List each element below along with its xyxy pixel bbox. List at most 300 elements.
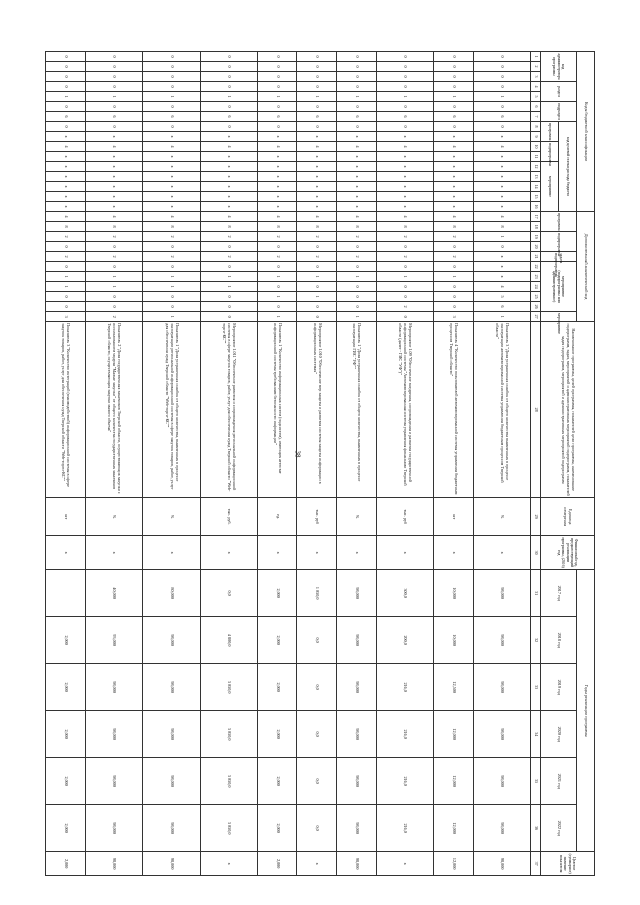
code-cell: 0	[85, 82, 142, 92]
code-cell: 0	[85, 102, 142, 112]
code-cell: 0	[143, 122, 200, 132]
code-cell: 0	[85, 262, 142, 272]
code-cell: 0	[257, 262, 297, 272]
code-cell: 0	[337, 282, 377, 292]
code-group-header: Коды бюджетной классификации	[577, 52, 595, 212]
code-cell: 3	[434, 312, 474, 322]
code-cell: 0	[297, 302, 337, 312]
code-cell: х	[337, 152, 377, 162]
column-number: 10	[531, 142, 541, 152]
column-number: 17	[531, 212, 541, 222]
code-cell: 0	[473, 82, 530, 92]
code-cell: х	[376, 182, 433, 192]
code-cell: 0	[376, 62, 433, 72]
year-value-cell: 200,0	[376, 617, 433, 664]
column-number: 12	[531, 162, 541, 172]
code-cell: 0	[143, 292, 200, 302]
code-cell: 1	[85, 272, 142, 282]
code-cell: х	[473, 192, 530, 202]
code-cell: 0	[297, 62, 337, 72]
code-cell: 0	[473, 102, 530, 112]
code-cell: 0	[200, 72, 257, 82]
code-cell: 4	[46, 142, 86, 152]
code-cell: 0	[337, 72, 377, 82]
code-cell: х	[297, 152, 337, 162]
code-cell: 0	[297, 52, 337, 62]
unit-header: Единица измерения	[541, 498, 595, 536]
code-cell: 0	[473, 52, 530, 62]
code-cell: х	[337, 202, 377, 212]
code-cell: х	[143, 132, 200, 142]
code-cell: 0	[434, 102, 474, 112]
code-cell: 0	[473, 122, 530, 132]
table-row	[257, 52, 297, 876]
code-cell: 1	[143, 282, 200, 292]
code-cell: х	[376, 162, 433, 172]
target-cell: 98,000	[473, 852, 530, 876]
year-value-cell: 12,000	[434, 758, 474, 805]
column-number: 19	[531, 232, 541, 242]
code-cell: х	[297, 202, 337, 212]
code-cell: х	[297, 182, 337, 192]
years-group-header: Годы реализации программы	[577, 570, 595, 852]
code-cell: 0	[337, 122, 377, 132]
code-cell: х	[200, 152, 257, 162]
code-cell: х	[85, 182, 142, 192]
code-cell: 0	[337, 292, 377, 302]
code-cell: 0	[200, 242, 257, 252]
code-cell: 0	[376, 52, 433, 62]
table-row	[376, 52, 433, 876]
column-number: 5	[531, 92, 541, 102]
column-number: 33	[531, 664, 541, 711]
task-header: задача подпрограммы	[541, 252, 577, 262]
program-header: программа	[541, 212, 577, 232]
code-cell: 6	[143, 112, 200, 122]
unit-cell: %	[337, 498, 377, 536]
code-cell: 0	[297, 242, 337, 252]
target-cell: 2,000	[46, 852, 86, 876]
row-name: Мероприятие 1.09 "Обеспечение внедрения, сопровождения и развития государственной информационной системы "Автоматизированная система управления финансами Тверской области (далее - ГИС "УФ")"	[376, 322, 433, 498]
code-cell: х	[200, 182, 257, 192]
year-value-cell: 98,000	[85, 758, 142, 805]
code-cell: х	[376, 192, 433, 202]
code-cell: 1	[257, 292, 297, 302]
column-number: 36	[531, 805, 541, 852]
code-cell: 0	[85, 302, 142, 312]
column-number: 32	[531, 617, 541, 664]
code-cell: х	[200, 202, 257, 212]
code-cell: 1	[85, 282, 142, 292]
code-cell: х	[473, 152, 530, 162]
expense-event-header: мероприятие	[541, 162, 559, 212]
row-name: Показатель 1 "Доля устраненных ошибок от общего количества, выявленных в процессе эксплуатации региональной информационной системы в сфере закупок товаров, работ, услуг для обеспечения нужд Тверской области "Web-торги-КС""	[143, 322, 200, 498]
year-value-cell: 98,000	[473, 711, 530, 758]
row-name: Показатель 2 "Доля государственных заказчиков Тверской области, осуществляющих закупки с использованием модуля "Малые закупки" от общего количества государственных заказчиков Тверской области, осуществляющих закупки малого объема"	[85, 322, 142, 498]
code-cell: 0	[376, 122, 433, 132]
code-cell: 0	[85, 72, 142, 82]
code-cell: 2	[85, 232, 142, 242]
code-cell: 4	[85, 142, 142, 152]
column-number: 27	[531, 312, 541, 322]
unit-cell: ед.	[257, 498, 297, 536]
code-cell: 2	[434, 232, 474, 242]
code-cell: 0	[376, 242, 433, 252]
code-cell: 5	[473, 292, 530, 302]
column-number: 15	[531, 192, 541, 202]
year-value-cell: 98,000	[473, 664, 530, 711]
unit-cell: тыс. руб.	[200, 498, 257, 536]
code-cell: х	[143, 162, 200, 172]
fin-year-cell: х	[257, 536, 297, 570]
target-cell: 12,000	[434, 852, 474, 876]
code-cell: 0	[200, 122, 257, 132]
code-cell: х	[434, 152, 474, 162]
code-cell: 0	[337, 52, 377, 62]
year-value-cell: 2,000	[46, 711, 86, 758]
code-cell: 0	[337, 102, 377, 112]
code-cell: 4	[143, 142, 200, 152]
code-cell: 8	[257, 222, 297, 232]
code-cell: 0	[376, 72, 433, 82]
year-header-2018: 2018 год	[541, 617, 577, 664]
code-cell: 1	[143, 272, 200, 282]
event-short-header: мероприятие	[541, 312, 577, 322]
code-cell: 8	[200, 222, 257, 232]
code-cell: 2	[85, 252, 142, 262]
fin-year-cell: х	[143, 536, 200, 570]
code-cell: 0	[297, 262, 337, 272]
code-cell: 4	[473, 142, 530, 152]
code-cell: 0	[143, 72, 200, 82]
code-cell: х	[376, 132, 433, 142]
code-cell: 1	[434, 92, 474, 102]
year-value-cell: 2,000	[257, 617, 297, 664]
table-row	[434, 52, 474, 876]
fin-year-cell: х	[376, 536, 433, 570]
code-cell: 1	[257, 272, 297, 282]
code-cell: х	[257, 152, 297, 162]
code-cell: 0	[473, 72, 530, 82]
code-cell: 4	[257, 142, 297, 152]
table-row	[337, 52, 377, 876]
row-name: Показатель 3 "Доля устраненных ошибок от общего количества выявленных в процессе эксплуатации автоматизированной системы управления бюджетным процессом Тверской области"	[473, 322, 530, 498]
year-value-cell: 10,000	[434, 617, 474, 664]
year-header-2020: 2020 год	[541, 711, 577, 758]
target-cell: 98,000	[143, 852, 200, 876]
code-cell: х	[46, 162, 86, 172]
row-name: Мероприятие 1.010 "Обеспечение мер защиты и развития системы защиты информации в информационных системах"	[297, 322, 337, 498]
code-cell: 1	[337, 92, 377, 102]
year-value-cell: 3 050,0	[200, 711, 257, 758]
column-number: 30	[531, 536, 541, 570]
code-cell: 2	[257, 232, 297, 242]
code-cell: 8	[376, 222, 433, 232]
code-cell: х	[46, 132, 86, 142]
code-cell: 0	[376, 292, 433, 302]
fin-year-cell: х	[473, 536, 530, 570]
code-cell: 0	[143, 52, 200, 62]
year-value-cell: 2,000	[46, 664, 86, 711]
column-number: 34	[531, 711, 541, 758]
code-cell: х	[85, 202, 142, 212]
code-cell: х	[143, 172, 200, 182]
code-cell: 1	[376, 272, 433, 282]
code-cell: 6	[473, 302, 530, 312]
year-value-cell: 2,000	[257, 570, 297, 617]
code-cell: 4	[297, 212, 337, 222]
column-number: 3	[531, 72, 541, 82]
year-value-cell: 216,0	[376, 711, 433, 758]
fin-year-cell: х	[200, 536, 257, 570]
year-value-cell: 0,0	[297, 758, 337, 805]
code-cell: х	[46, 182, 86, 192]
column-number: 24	[531, 282, 541, 292]
code-cell: 0	[297, 82, 337, 92]
code-cell: 4	[297, 142, 337, 152]
table-row	[85, 52, 142, 876]
code-cell: х	[376, 152, 433, 162]
code-cell: х	[257, 192, 297, 202]
code-cell: 0	[85, 122, 142, 132]
code-cell: 4	[434, 142, 474, 152]
column-number: 18	[531, 222, 541, 232]
code-cell: 4	[143, 212, 200, 222]
code-cell: 0	[85, 242, 142, 252]
code-cell: 0	[143, 242, 200, 252]
row-name: Показатель 1 "Доля устраненных ошибок от общего количества, выявленных в процессе эксплуатации ГИС "УФ""	[337, 322, 377, 498]
code-cell: 0	[143, 62, 200, 72]
code-cell: 6	[376, 112, 433, 122]
code-cell: 2	[200, 232, 257, 242]
code-cell: 8	[337, 222, 377, 232]
code-cell: 4	[200, 212, 257, 222]
code-cell: х	[200, 172, 257, 182]
year-value-cell: 216,0	[376, 664, 433, 711]
row-name: Мероприятие 1.011 "Обеспечение развития и сопровождения региональной информационной системы в сфере закупок товаров, работ, услуг для обеспечения нужд Тверской области "Web-торги-КС""	[200, 322, 257, 498]
code-cell: х	[200, 162, 257, 172]
code-cell: 0	[200, 102, 257, 112]
code-cell: 6	[434, 112, 474, 122]
code-cell: 1	[297, 272, 337, 282]
code-cell: х	[85, 162, 142, 172]
code-cell: 2	[143, 232, 200, 242]
code-cell: 0	[46, 62, 86, 72]
code-cell: 2	[85, 312, 142, 322]
fin-year-header: Финансовый год, предшествующий реализации программы, (2016) год	[541, 536, 595, 570]
code-cell: 0	[376, 282, 433, 292]
code-cell: 6	[46, 112, 86, 122]
table-row	[46, 52, 86, 876]
unit-cell: тыс. руб	[376, 498, 433, 536]
code-cell: 0	[46, 52, 86, 62]
section-header: раздел	[541, 82, 577, 102]
unit-cell: шт	[434, 498, 474, 536]
code-cell: х	[85, 192, 142, 202]
code-cell: 0	[376, 102, 433, 112]
year-value-cell: 12,000	[434, 711, 474, 758]
code-cell: 0	[297, 122, 337, 132]
code-cell: 1	[257, 92, 297, 102]
fin-year-cell: х	[434, 536, 474, 570]
code-cell: 0	[200, 312, 257, 322]
code-cell: х	[473, 132, 530, 142]
code-cell: х	[473, 262, 530, 272]
column-number: 13	[531, 172, 541, 182]
code-cell: 0	[434, 302, 474, 312]
code-cell: 8	[434, 222, 474, 232]
code-cell: 0	[200, 302, 257, 312]
target-cell: 98,000	[337, 852, 377, 876]
code-cell: 0	[200, 262, 257, 272]
column-number: 35	[531, 758, 541, 805]
code-cell: 4	[473, 212, 530, 222]
code-cell: 2	[297, 232, 337, 242]
code-cell: 4	[434, 212, 474, 222]
code-cell: х	[473, 162, 530, 172]
code-cell: 0	[46, 242, 86, 252]
code-cell: х	[337, 182, 377, 192]
code-cell: х	[337, 172, 377, 182]
year-value-cell: 2,000	[46, 805, 86, 852]
year-value-cell: 98,000	[337, 711, 377, 758]
row-name: Показатель 3 "Количество интеграций (взаимодействий) информационной системы в сфере закупок товаров, работ, услуг для обеспечения нужд Тверской области "Web-торги-КС""	[46, 322, 86, 498]
code-cell: 4	[337, 212, 377, 222]
year-value-cell: 2,000	[46, 617, 86, 664]
code-cell: 1	[143, 312, 200, 322]
code-cell: 2	[297, 252, 337, 262]
year-value-cell: 2,000	[46, 758, 86, 805]
code-cell: 1	[143, 92, 200, 102]
code-cell: 4	[337, 142, 377, 152]
code-cell: 0	[434, 122, 474, 132]
year-value-cell: 40,000	[85, 570, 142, 617]
unit-cell: %	[143, 498, 200, 536]
year-value-cell: 98,000	[85, 711, 142, 758]
expense-group-header: код целевой статьи расхода бюджета	[559, 122, 577, 212]
code-cell: 0	[257, 62, 297, 72]
code-cell: х	[257, 132, 297, 142]
year-value-cell: 98,000	[473, 570, 530, 617]
code-cell: 0	[257, 242, 297, 252]
code-cell: 8	[473, 222, 530, 232]
code-cell: 4	[85, 212, 142, 222]
column-number: 4	[531, 82, 541, 92]
year-value-cell: 1 050,0	[297, 570, 337, 617]
code-cell: 0	[337, 62, 377, 72]
code-cell: 0	[257, 122, 297, 132]
code-cell: х	[376, 202, 433, 212]
code-cell: х	[473, 172, 530, 182]
code-cell: х	[143, 202, 200, 212]
year-value-cell: 4 800,0	[200, 617, 257, 664]
target-header: Целевое (суммарное) значение показателя	[541, 852, 595, 876]
code-cell: 1	[257, 312, 297, 322]
code-cell: 1	[337, 272, 377, 282]
year-value-cell: 0,0	[297, 711, 337, 758]
page-number: 38	[293, 450, 302, 458]
year-value-cell: 216,0	[376, 805, 433, 852]
table-body	[46, 52, 531, 876]
year-value-cell: 2,000	[257, 711, 297, 758]
code-cell: 4	[257, 212, 297, 222]
code-cell: х	[143, 152, 200, 162]
code-cell: 1	[200, 282, 257, 292]
code-cell: 6	[85, 112, 142, 122]
table-row	[473, 52, 530, 876]
code-cell: 1	[337, 312, 377, 322]
code-cell: 8	[46, 222, 86, 232]
year-value-cell: 98,000	[143, 617, 200, 664]
code-cell: 1	[297, 92, 337, 102]
code-cell: х	[200, 192, 257, 202]
code-cell: 0	[85, 62, 142, 72]
extra-code-group-header: Дополнительный аналитический код	[577, 212, 595, 322]
expense-program-header: программа	[541, 122, 559, 142]
code-cell: 0	[257, 52, 297, 62]
year-value-cell: 98,000	[337, 664, 377, 711]
column-number: 22	[531, 262, 541, 272]
year-value-cell: 3 050,0	[200, 805, 257, 852]
code-cell: 0	[85, 52, 142, 62]
code-cell: 1	[434, 272, 474, 282]
code-cell: х	[85, 172, 142, 182]
table-row	[297, 52, 337, 876]
code-cell: х	[434, 162, 474, 172]
code-cell: х	[143, 182, 200, 192]
year-value-cell: 98,000	[143, 711, 200, 758]
row-name: Показатель 4 "Количество пользователей автоматизированной системы управления бюджетным процессом Тверской области"	[434, 322, 474, 498]
year-header-2017: 2017 год	[541, 570, 577, 617]
column-number: 6	[531, 102, 541, 112]
fin-year-cell: х	[297, 536, 337, 570]
code-cell: х	[376, 172, 433, 182]
year-header-2021: 2021 год	[541, 758, 577, 805]
code-cell: 0	[143, 102, 200, 112]
fin-year-cell: х	[337, 536, 377, 570]
unit-cell: тыс. руб	[297, 498, 337, 536]
code-cell: х	[297, 172, 337, 182]
name-header: Наименование программы, целей программы, показателей цели программы, наименование подпрограмм, задач, мероприятий и административных мероприятий подпрограмм, показателей задач подпрограмм, мероприятий и административных мероприятий подпрограмм	[541, 322, 595, 498]
code-cell: 1	[46, 272, 86, 282]
code-cell: х	[473, 272, 530, 282]
code-cell: 6	[337, 112, 377, 122]
unit-cell: %	[85, 498, 142, 536]
code-cell: х	[473, 182, 530, 192]
code-cell: 2	[337, 232, 377, 242]
year-value-cell	[46, 570, 86, 617]
year-value-cell: 98,000	[143, 805, 200, 852]
year-value-cell: 98,000	[337, 570, 377, 617]
year-value-cell: 3 050,0	[200, 758, 257, 805]
code-cell: х	[200, 132, 257, 142]
code-cell: 0	[143, 302, 200, 312]
code-cell: 0	[200, 52, 257, 62]
code-cell: х	[257, 182, 297, 192]
column-number: 9	[531, 132, 541, 142]
code-cell: 0	[46, 82, 86, 92]
code-cell: 1	[46, 282, 86, 292]
year-value-cell: 300,0	[376, 570, 433, 617]
code-cell: 2	[143, 252, 200, 262]
code-cell: х	[337, 132, 377, 142]
code-cell: х	[257, 172, 297, 182]
code-cell: 0	[257, 282, 297, 292]
code-cell: 0	[297, 282, 337, 292]
year-value-cell: 2,000	[257, 805, 297, 852]
column-number-row	[531, 52, 541, 876]
code-cell: 0	[337, 262, 377, 272]
